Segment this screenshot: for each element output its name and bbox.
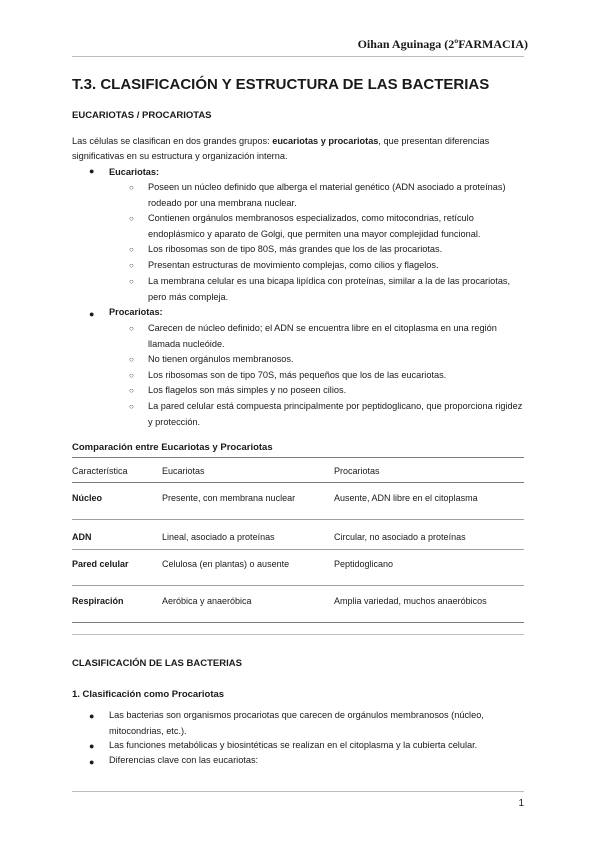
subheading-procariotas: 1. Clasificación como Procariotas <box>72 689 225 700</box>
header-rule <box>72 56 524 57</box>
eucariotas-item: Los ribosomas son de tipo 80S, más grandes que los de las procariotas. <box>148 244 443 254</box>
procariotas-label: Procariotas: <box>109 307 163 317</box>
section2-item: Diferencias clave con las eucariotas: <box>109 755 259 765</box>
circle-bullet-icon: ○ <box>129 355 134 364</box>
table-row-rule <box>72 549 524 550</box>
section-divider <box>72 634 524 635</box>
circle-bullet-icon: ○ <box>129 245 134 254</box>
intro-text-pre: Las células se clasifican en dos grandes grupos: <box>72 136 273 146</box>
table-row-label: ADN <box>72 532 92 542</box>
table-cell: Circular, no asociado a proteínas <box>334 532 466 542</box>
bullet-icon: ● <box>89 757 95 767</box>
procariotas-item: La pared celular está compuesta principalmente por peptidoglicano, que proporciona rigidez y protección. <box>148 401 523 427</box>
circle-bullet-icon: ○ <box>129 214 134 223</box>
eucariotas-item: La membrana celular es una bicapa lipídica con proteínas, similar a la de las procariotas, pero más compleja. <box>148 276 511 302</box>
eucariotas-label: Eucariotas: <box>109 167 160 177</box>
table-cell: Aeróbica y anaeróbica <box>162 596 252 606</box>
procariotas-item: Carecen de núcleo definido; el ADN se encuentra libre en el citoplasma en una región llamada nucleóide. <box>148 323 497 349</box>
table-cell: Celulosa (en plantas) o ausente <box>162 559 290 569</box>
table-cell: Ausente, ADN libre en el citoplasma <box>334 493 478 503</box>
circle-bullet-icon: ○ <box>129 261 134 270</box>
procariotas-item: Los ribosomas son de tipo 70S, más pequeños que los de las eucariotas. <box>148 370 447 380</box>
table-row-label: Núcleo <box>72 493 103 503</box>
circle-bullet-icon: ○ <box>129 371 134 380</box>
table-row-rule <box>72 585 524 586</box>
table-cell: Lineal, asociado a proteínas <box>162 532 275 542</box>
table-header-procariotas: Procariotas <box>334 466 380 476</box>
procariotas-item: Los flagelos son más simples y no poseen cilios. <box>148 385 347 395</box>
intro-text-bold: eucariotas y procariotas <box>272 136 379 146</box>
table-header-rule <box>72 482 524 483</box>
table-bottom-rule <box>72 622 524 623</box>
eucariotas-item: Contienen orgánulos membranosos especializados, como mitocondrias, retículo endoplásmico y aparato de Golgi, que permiten una mayor complejidad funcional. <box>148 213 481 239</box>
table-cell: Peptidoglicano <box>334 559 394 569</box>
page-number: 1 <box>518 798 524 809</box>
section2-item: Las funciones metabólicas y biosintéticas se realizan en el citoplasma y la cubierta celular. <box>109 740 478 750</box>
bullet-icon: ● <box>89 741 95 751</box>
table-row-label: Pared celular <box>72 559 129 569</box>
table-caption: Comparación entre Eucariotas y Procariotas <box>72 442 273 453</box>
bullet-icon: ● <box>89 711 95 721</box>
table-header-caracteristica: Característica <box>72 466 128 476</box>
table-cell: Presente, con membrana nuclear <box>162 493 296 503</box>
header-author: Oihan Aguinaga (2ºFARMACIA) <box>357 37 528 51</box>
eucariotas-item: Poseen un núcleo definido que alberga el material genético (ADN asociado a proteínas) rodeado por una membrana nuclear. <box>148 182 506 208</box>
table-top-rule <box>72 457 524 458</box>
intro-paragraph <box>72 134 524 164</box>
table-header-eucariotas: Eucariotas <box>162 466 205 476</box>
table-row-rule <box>72 519 524 520</box>
circle-bullet-icon: ○ <box>129 277 134 286</box>
table-cell: Amplia variedad, muchos anaeróbicos <box>334 596 487 606</box>
bullet-icon: ● <box>89 166 95 176</box>
circle-bullet-icon: ○ <box>129 324 134 333</box>
circle-bullet-icon: ○ <box>129 386 134 395</box>
eucariotas-item: Presentan estructuras de movimiento complejas, como cilios y flagelos. <box>148 260 439 270</box>
procariotas-item: No tienen orgánulos membranosos. <box>148 354 294 364</box>
page-title: T.3. CLASIFICACIÓN Y ESTRUCTURA DE LAS BACTERIAS <box>72 76 490 93</box>
section-heading-clasificacion: CLASIFICACIÓN DE LAS BACTERIAS <box>72 658 242 669</box>
section-heading-eucariotas-procariotas: EUCARIOTAS / PROCARIOTAS <box>72 110 212 121</box>
table-row-label: Respiración <box>72 596 124 606</box>
bullet-icon: ● <box>89 309 95 319</box>
section2-item: Las bacterias son organismos procariotas que carecen de orgánulos membranosos (núcleo, mitocondrias, etc.). <box>109 710 484 736</box>
footer-rule <box>72 791 524 792</box>
circle-bullet-icon: ○ <box>129 183 134 192</box>
intro-text-post: , que presentan diferencias significativas en su estructura y organización interna. <box>72 136 490 161</box>
circle-bullet-icon: ○ <box>129 402 134 411</box>
